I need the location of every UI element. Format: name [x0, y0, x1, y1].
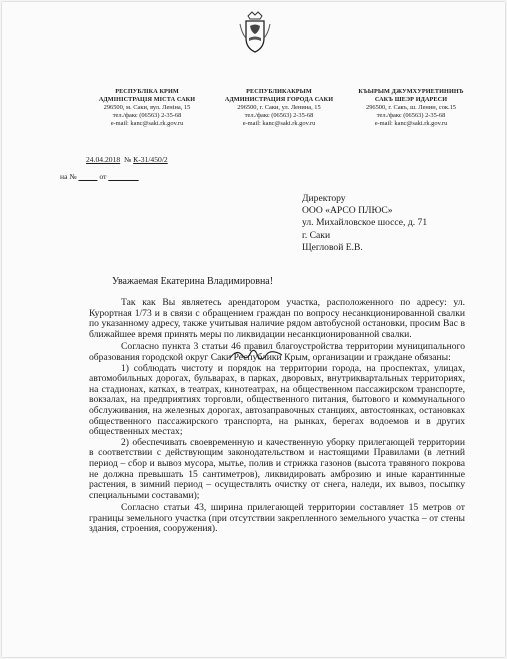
ref-reply-prefix: на №	[60, 172, 77, 181]
header-ru-name1: РЕСПУБЛИКАКРЫМ	[246, 88, 312, 95]
addressee-line: Щегловой Е.В.	[302, 241, 363, 253]
header-crh-name2: САКЪ ШЕЭР ИДАРЕСИ	[374, 96, 448, 103]
header-crh-email: e-mail: kanc@saki.rk.gov.ru	[374, 120, 448, 127]
letter-body	[89, 298, 465, 535]
body-paragraph: Согласно статьи 43, ширина прилегающей территории составляет 15 метров от границы земельного участка (при отсутствии закрепленного земельного участка – от стены здания, строения, сооружения).	[89, 502, 465, 535]
addressee-line: Директору	[302, 193, 346, 204]
addressee-line: ул. Михайловское шоссе, д. 71	[302, 217, 428, 229]
ref-date: 24.04.2018	[86, 155, 121, 164]
outgoing-reference	[86, 155, 168, 164]
header-ua-name1: РЕСПУБЛІКА КРИМ	[115, 88, 179, 95]
addressee-block	[302, 193, 427, 254]
header-ru-phone: тел./факс (06563) 2-35-68	[244, 112, 314, 119]
letter-page	[2, 2, 505, 657]
body-paragraph: 2) обеспечивать своевременную и качественную уборку прилегающей территории в соответствии с действующим законодательством и настоящими Правилами (в летний период – сбор и вывоз мусора, мытье, полив и стрижка газонов (высота травяного покрова не должна превышать 15 сантиметров), ликвидировать амброзию и иные карантинные растения, в зимний период – осуществлять очистку от снега, наледи, их вывоз, посыпку специальными составами);	[89, 436, 465, 501]
header-ru	[204, 88, 354, 128]
body-paragraph: Так как Вы являетесь арендатором участка, расположенного по адресу: ул. Курортная 1/73 и в связи с обращением граждан по вопросу несанкционированной свалки по указанному адресу, также учитывая наличие рядом автобусной остановки, просим Вас в ближайшее время принять меры по ликвидации несанкционированной свалки.	[89, 297, 465, 340]
body-paragraph: Согласно пункта 3 статьи 46 правил благоустройства территории муниципального образования городской округ Саки Республики Крым, организации и граждане обязаны:	[89, 341, 465, 363]
ref-number: К-31/450/2	[133, 155, 168, 164]
addressee-line: ООО «АРСО ПЛЮС»	[302, 205, 393, 217]
ref-reply-mid: от	[99, 172, 107, 181]
header-ua-phone: тел./факс (06563) 2-35-68	[112, 112, 182, 119]
header-crh-phone: тел./факс (06563) 2-35-68	[376, 112, 446, 119]
handwritten-signature	[227, 346, 285, 364]
incoming-reference	[60, 172, 139, 181]
header-crh	[336, 88, 486, 128]
header-ru-email: e-mail: kanc@saki.rk.gov.ru	[242, 120, 316, 127]
body-paragraph: 1) соблюдать чистоту и порядок на территории города, на проспектах, улицах, автомобильных дорогах, бульварах, в парках, дворовых, внутриквартальных территориях, на стадионах, катках, в театрах, кинотеатрах, на общественном пассажирском транспорте, вокзалах, на предприятиях торговли, общественного питания, бытового и коммунального обслуживания, на железных дорогах, автозаправочных станциях, автостоянках, остановках общественного пассажирского транспорта, на рынках, берегах водоемов и в других общественных местах;	[89, 362, 465, 438]
header-crh-address: 296500, г. Сакъ, ш. Ленин, сок.15	[366, 104, 456, 111]
header-ua	[72, 88, 222, 128]
header-ua-name2: АДМІНІСТРАЦІЯ МІСТА САКИ	[98, 96, 196, 103]
header-ua-address: 296500, м. Саки, вул. Леніна, 15	[103, 104, 191, 111]
addressee-line: г. Саки	[302, 229, 331, 241]
greeting: Уважаемая Екатерина Владимировна!	[112, 276, 274, 287]
header-ru-address: 296500, г. Саки, ул. Ленина, 15	[237, 104, 321, 111]
header-ru-name2: АДМИНИСТРАЦИЯ ГОРОДА САКИ	[224, 96, 334, 103]
header-crh-name1: КЪЫРЫМ ДЖУМХУРИЕТИНИНЪ	[358, 88, 464, 95]
coat-of-arms-emblem	[238, 10, 272, 54]
header-ua-email: e-mail: kanc@saki.rk.gov.ru	[110, 120, 184, 127]
ref-number-label: №	[123, 155, 132, 164]
